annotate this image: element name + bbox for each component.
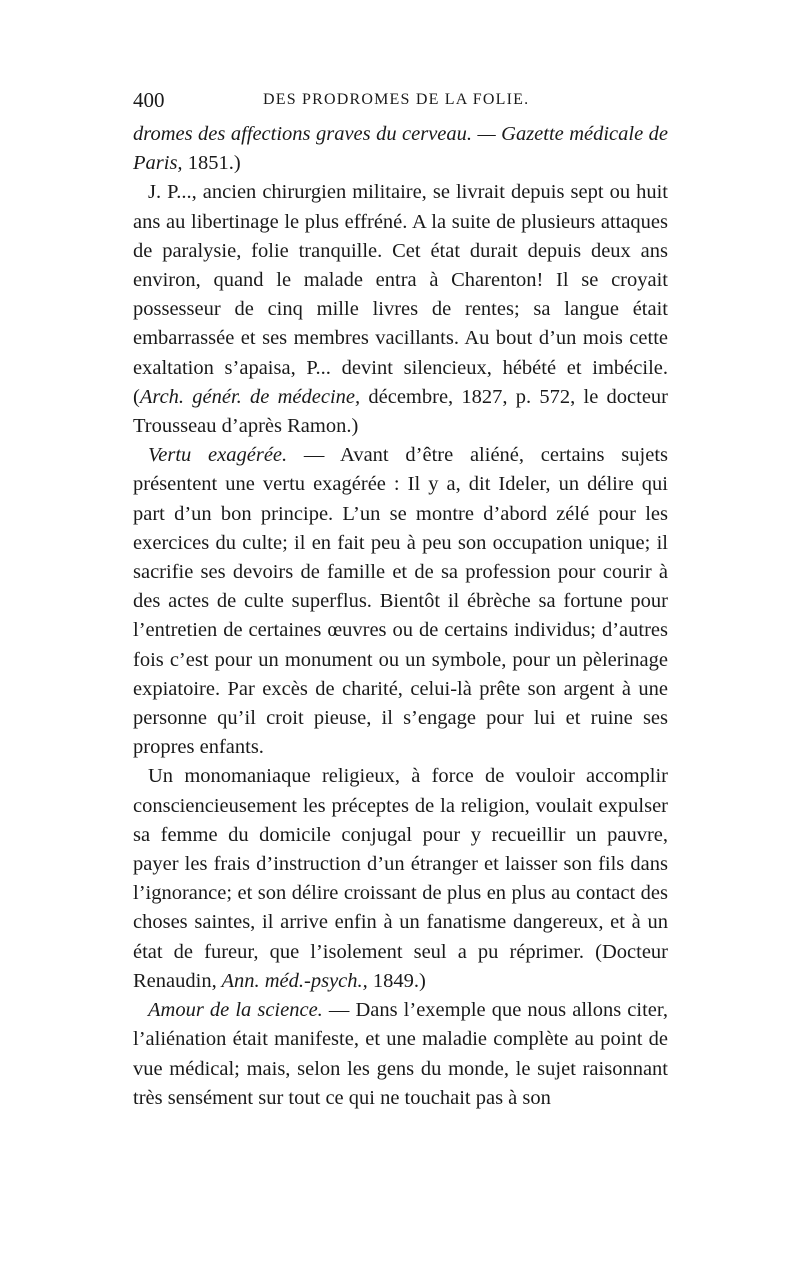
paragraph-amour-science	[133, 996, 668, 1113]
citation-italic: Ann. méd.-psych.,	[216, 969, 368, 992]
section-heading-italic: Amour de la science.	[148, 999, 323, 1022]
running-head: DES PRODROMES DE LA FOLIE.	[263, 91, 530, 108]
paragraph-text: — Dans l’exemple que nous allons citer, l’aliénation était manifeste, et une maladie complète au point de vue médical; mais, selon les gens du monde, le sujet raisonnant très sensément sur tout ce qui ne touchait pas à son	[133, 999, 668, 1109]
paragraph-text: décembre, 1827, p. 572, le docteur Trousseau d’après Ramon.)	[133, 385, 668, 438]
paragraph-text: J. P..., ancien chirurgien militaire, se livrait depuis sept ou huit ans au libertinage le plus effréné. A la suite de plusieurs attaques de paralysie, folie tranquille. Cet état durait depuis deux ans environ, quand le malade entra à Charenton! Il se croyait possesseur de cinq mille livres de rentes; sa langue était embarrassée et ses membres vacillants. Au bout d’un mois cette exaltation s’apaisa, P... devint silencieux, hébété et imbécile. (	[133, 181, 668, 408]
citation-year: 1851.)	[182, 152, 241, 175]
section-heading-italic: Vertu exagérée.	[148, 444, 288, 467]
citation-year: 1849.)	[367, 969, 426, 992]
paragraph-case-jp	[133, 178, 668, 441]
page-header	[133, 88, 668, 118]
paragraph-text: — Avant d’être aliéné, certains sujets présentent une vertu exagérée : Il y a, dit Ideler, un délire qui part d’un bon principe. L’un se montre d’abord zélé pour les exercices du culte; il en fait peu à peu son occupation unique; il sacrifie ses devoirs de famille et de sa profession pour courir à des actes de culte superflus. Bientôt il ébrèche sa fortune pour l’entretien de certaines œuvres ou de certains individus; d’autres fois c’est pour un monument ou un symbole, pour un pèlerinage expiatoire. Par excès de charité, celui-là prête son argent à une personne qu’il croit pieuse, il s’engage pour lui et ruine ses propres enfants.	[133, 444, 668, 759]
page-number: 400	[133, 88, 165, 112]
body-text	[133, 120, 668, 1113]
paragraph-vertu-exageree	[133, 441, 668, 762]
citation-italic: Arch. génér. de médecine,	[139, 385, 361, 408]
paragraph-monomaniaque	[133, 762, 668, 996]
paragraph-text: Un monomaniaque religieux, à force de vouloir accomplir consciencieusement les préceptes de la religion, voulait expulser sa femme du domicile conjugal pour y recueillir un pauvre, payer les frais d’instruction d’un étranger et laisser son fils dans l’ignorance; et son délire croissant de plus en plus au contact des choses saintes, il arrive enfin à un fanatisme dangereux, et à un état de fureur, que l’isolement seul a pu réprimer. (Docteur Renaudin,	[133, 765, 668, 992]
paragraph-continuation	[133, 120, 668, 178]
citation-italic: dromes des affections graves du cerveau. — Gazette médicale de Paris,	[133, 123, 668, 175]
